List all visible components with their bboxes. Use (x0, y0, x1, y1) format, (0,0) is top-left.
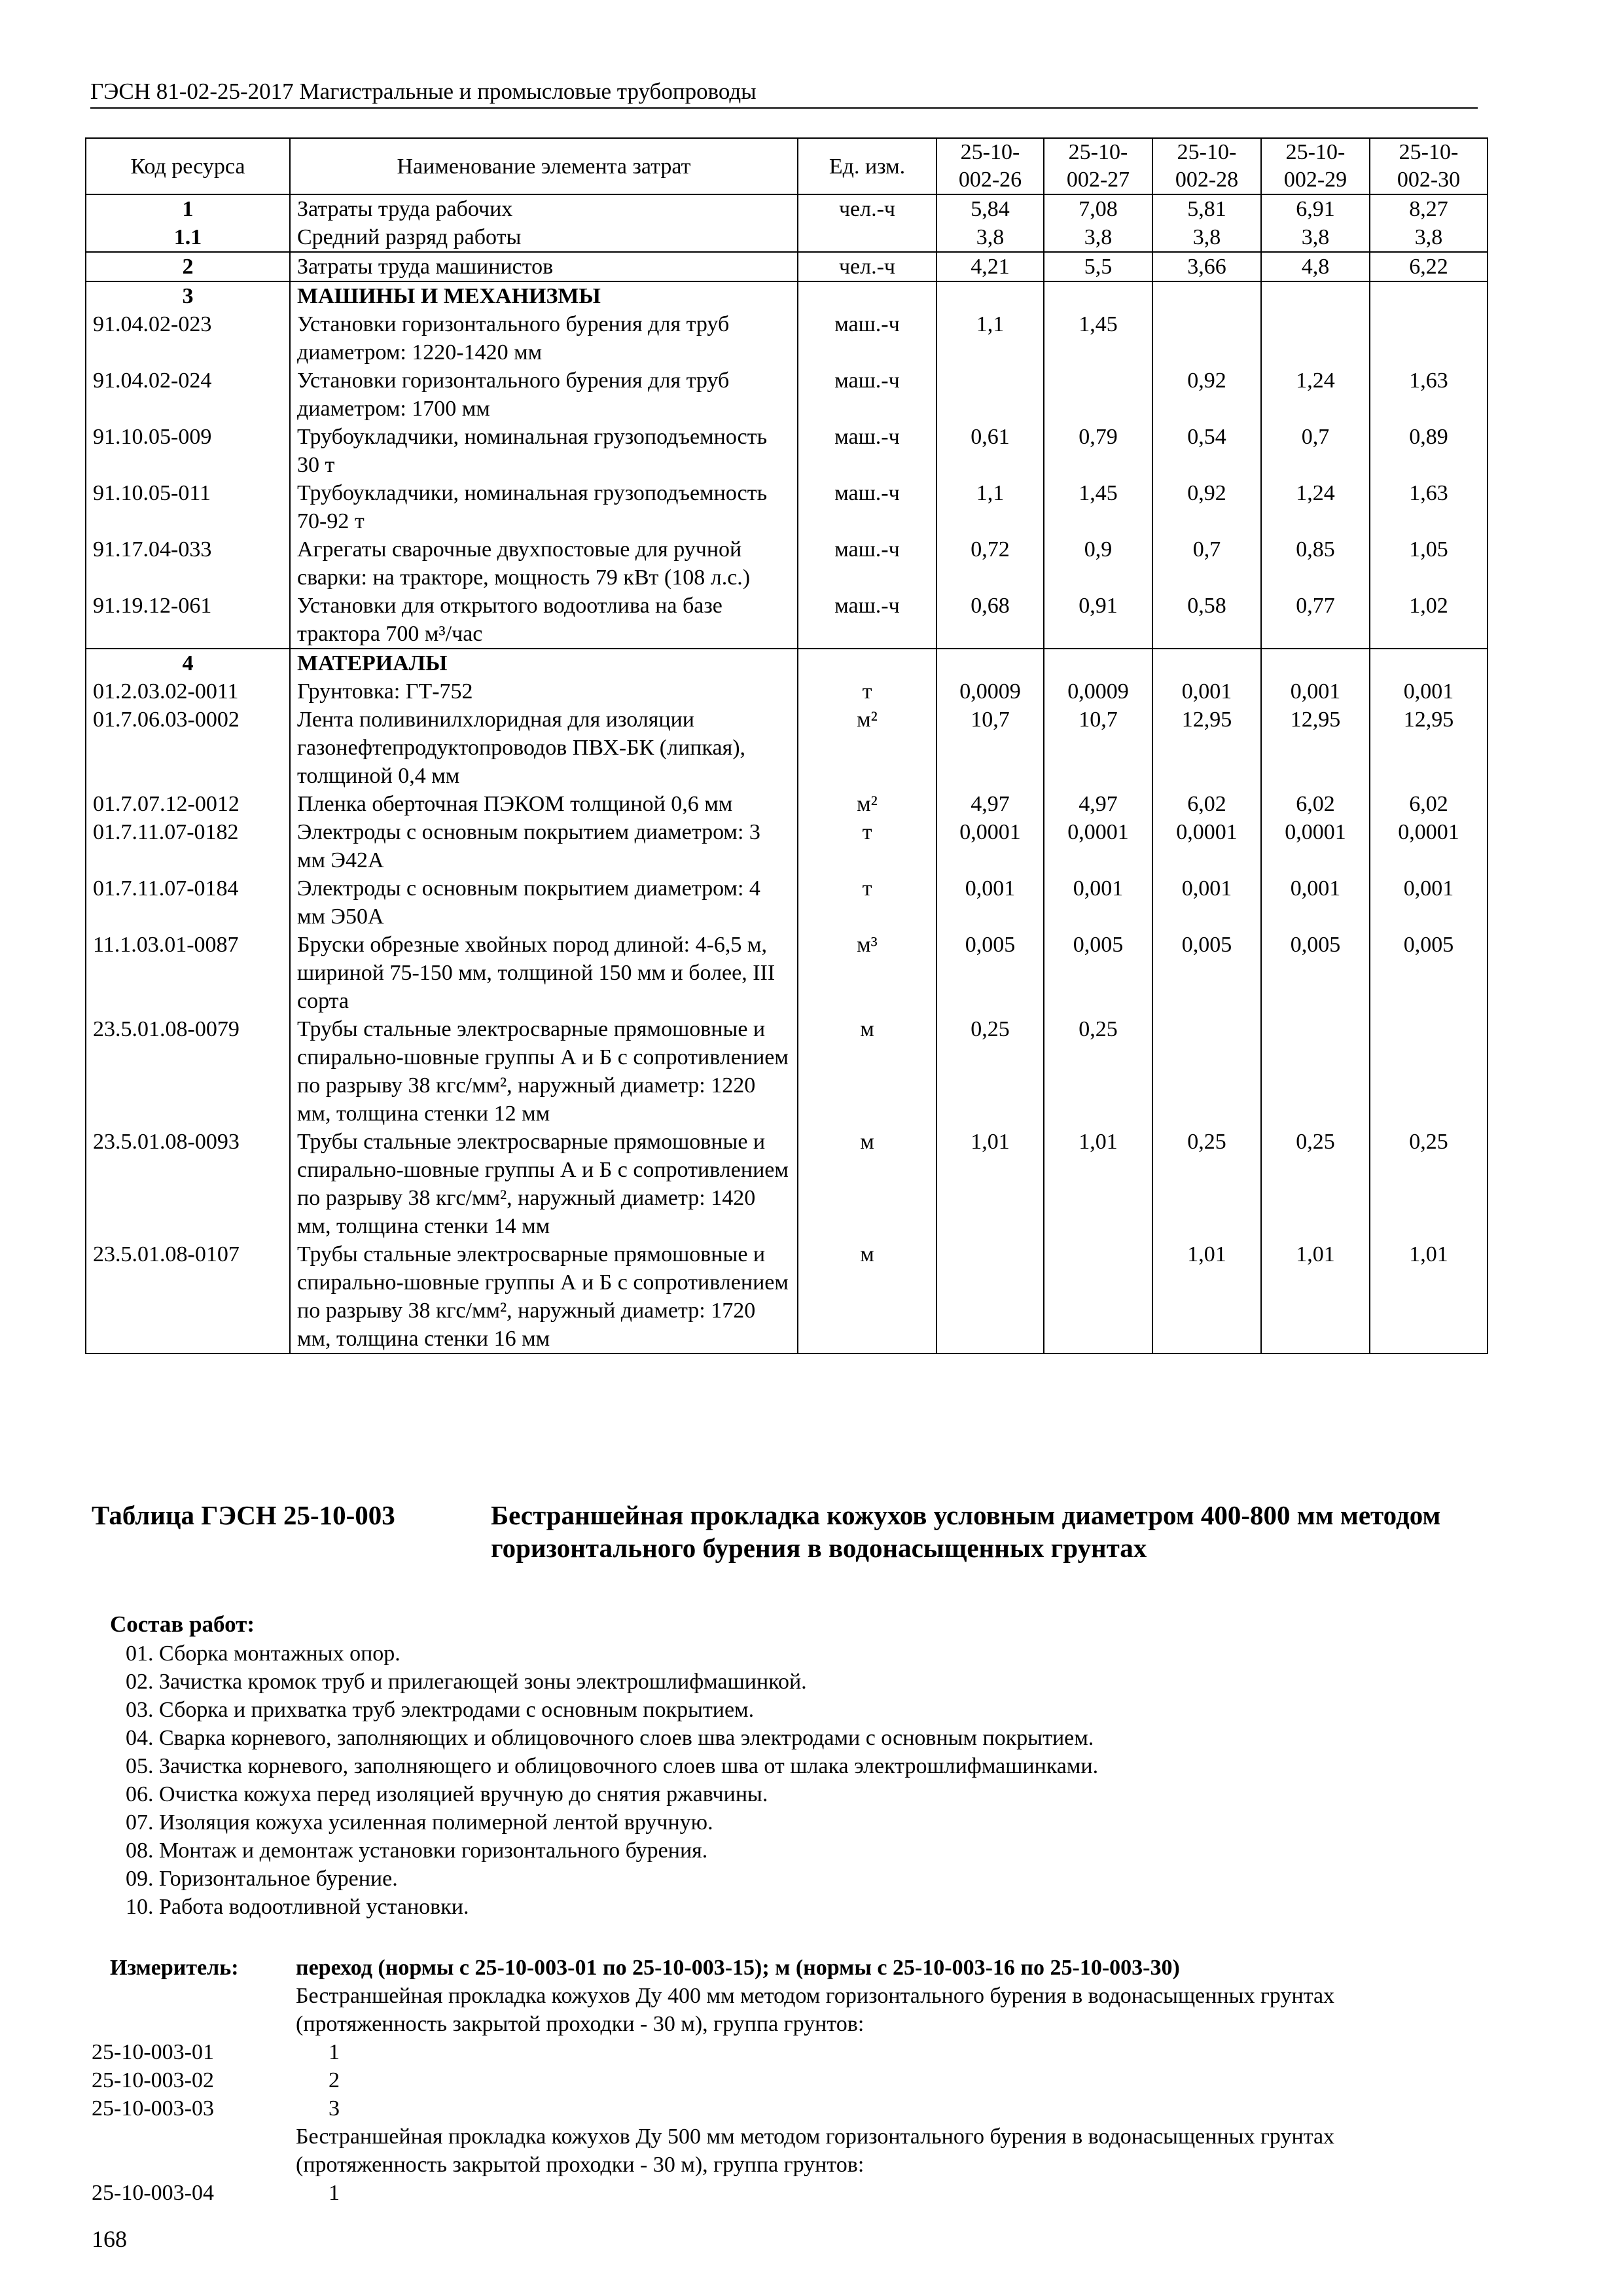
resource-name: Грунтовка: ГТ-752 (290, 677, 798, 706)
norm-value (1261, 649, 1370, 677)
norm-value: 0,25 (1152, 1128, 1261, 1240)
resource-code: 23.5.01.08-0093 (86, 1128, 290, 1240)
resource-name: МАШИНЫ И МЕХАНИЗМЫ (290, 281, 798, 310)
norm-value: 10,7 (1044, 706, 1152, 790)
norm-code: 25-10-003-02 (92, 2068, 214, 2092)
resource-name: Трубы стальные электросварные прямошовные и спирально-шовные группы А и Б с сопротивлением по разрыву 38 кгс/мм², наружный диаметр: 1720 мм, толщина стенки 16 мм (290, 1240, 798, 1354)
table-row (86, 281, 1488, 310)
resource-name: Установки для открытого водоотлива на базе трактора 700 м³/час (290, 592, 798, 649)
resource-unit: т (798, 818, 936, 874)
norm-value: 6,02 (1261, 790, 1370, 818)
resource-name: Средний разряд работы (290, 223, 798, 252)
norm-value: 0,001 (1261, 874, 1370, 931)
norm-value: 1,01 (936, 1128, 1044, 1240)
norm-value: 1,63 (1370, 367, 1488, 423)
resource-name: Трубоукладчики, номинальная грузоподъемность 70-92 т (290, 479, 798, 535)
norm-value: 0,001 (1370, 874, 1488, 931)
norm-value: 4,21 (936, 252, 1044, 281)
norm-value: 1,24 (1261, 479, 1370, 535)
resource-code: 91.19.12-061 (86, 592, 290, 649)
table-row (86, 479, 1488, 535)
norm-value: 5,5 (1044, 252, 1152, 281)
norm-value: 0,25 (936, 1015, 1044, 1128)
norm-code: 25-10-003-04 (92, 2181, 214, 2205)
norm-value (1261, 281, 1370, 310)
table-row (86, 706, 1488, 790)
norm-value: 1,63 (1370, 479, 1488, 535)
resource-unit: маш.-ч (798, 423, 936, 479)
resource-name: Лента поливинилхлоридная для изоляции газонефтепродуктопроводов ПВХ-БК (липкая), толщиной 0,4 мм (290, 706, 798, 790)
norm-group-desc: Бестраншейная прокладка кожухов Ду 500 мм методом горизонтального бурения в водонасыщенных грунтах (296, 2125, 1335, 2149)
resource-code: 01.7.06.03-0002 (86, 706, 290, 790)
resource-name: Затраты труда машинистов (290, 252, 798, 281)
norm-value: 3,8 (1261, 223, 1370, 252)
resource-name: Установки горизонтального бурения для труб диаметром: 1220-1420 мм (290, 310, 798, 367)
table-row (86, 252, 1488, 281)
table-number: Таблица ГЭСН 25-10-003 (92, 1500, 395, 1530)
work-item: 03. Сборка и прихватка труб электродами с основным покрытием. (126, 1698, 755, 1722)
resource-code: 4 (86, 649, 290, 677)
norm-value: 12,95 (1261, 706, 1370, 790)
norm-value: 0,0009 (1044, 677, 1152, 706)
resource-name: Агрегаты сварочные двухпостовые для ручной сварки: на тракторе, мощность 79 кВт (108 л.с.) (290, 535, 798, 592)
col-header-unit: Ед. изм. (798, 138, 936, 194)
resource-unit: чел.-ч (798, 252, 936, 281)
resource-name: Пленка оберточная ПЭКОМ толщиной 0,6 мм (290, 790, 798, 818)
norm-value: 0,0001 (1152, 818, 1261, 874)
work-item: 05. Зачистка корневого, заполняющего и облицовочного слоев шва от шлака электрошлифмашинками. (126, 1754, 1099, 1778)
resource-name: Бруски обрезные хвойных пород длиной: 4-6,5 м, шириной 75-150 мм, толщиной 150 мм и более, III сорта (290, 931, 798, 1015)
norm-value: 1,01 (1044, 1128, 1152, 1240)
norm-group-desc: (протяженность закрытой проходки - 30 м), группа грунтов: (296, 2012, 865, 2036)
work-item: 08. Монтаж и демонтаж установки горизонтального бурения. (126, 1839, 708, 1863)
work-item: 01. Сборка монтажных опор. (126, 1641, 401, 1666)
resource-name: Трубы стальные электросварные прямошовные и спирально-шовные группы А и Б с сопротивлением по разрыву 38 кгс/мм², наружный диаметр: 1420 мм, толщина стенки 14 мм (290, 1128, 798, 1240)
norm-value: 3,8 (1044, 223, 1152, 252)
norm-value: 0,79 (1044, 423, 1152, 479)
table-row (86, 874, 1488, 931)
composition-list (126, 1640, 1098, 1921)
table-title: Бестраншейная прокладка кожухов условным диаметром 400-800 мм методом горизонтального бурения в водонасыщенных грунтах (491, 1500, 1441, 1563)
table-row (86, 677, 1488, 706)
resource-name: МАТЕРИАЛЫ (290, 649, 798, 677)
resource-code: 91.04.02-024 (86, 367, 290, 423)
table-row (86, 1128, 1488, 1240)
norm-code-row (92, 2066, 1492, 2094)
norm-value: 0,005 (1152, 931, 1261, 1015)
norm-value: 3,66 (1152, 252, 1261, 281)
resource-unit: м (798, 1015, 936, 1128)
resource-unit (798, 223, 936, 252)
col-header-norm: 25-10- 002-29 (1261, 138, 1370, 194)
norm-value (1044, 649, 1152, 677)
norm-value: 12,95 (1370, 706, 1488, 790)
norm-value: 0,001 (1152, 677, 1261, 706)
resource-code: 91.10.05-009 (86, 423, 290, 479)
norm-value: 0,85 (1261, 535, 1370, 592)
resource-code: 2 (86, 252, 290, 281)
resource-name: Трубоукладчики, номинальная грузоподъемность 30 т (290, 423, 798, 479)
resource-unit (798, 649, 936, 677)
resource-unit: м² (798, 790, 936, 818)
norm-value: 0,001 (1044, 874, 1152, 931)
norm-value: 1,45 (1044, 479, 1152, 535)
norm-value: 0,25 (1370, 1128, 1488, 1240)
table-row (86, 818, 1488, 874)
resource-code: 01.7.11.07-0182 (86, 818, 290, 874)
resource-name: Электроды с основным покрытием диаметром: 4 мм Э50А (290, 874, 798, 931)
table-row (86, 194, 1488, 223)
norm-value: 0,61 (936, 423, 1044, 479)
norm-value: 0,9 (1044, 535, 1152, 592)
norm-value (1152, 649, 1261, 677)
norm-value: 0,72 (936, 535, 1044, 592)
resource-name: Электроды с основным покрытием диаметром: 3 мм Э42А (290, 818, 798, 874)
norm-value: 1,01 (1261, 1240, 1370, 1354)
norm-value: 6,02 (1370, 790, 1488, 818)
norm-value: 0,005 (1261, 931, 1370, 1015)
table-row (86, 223, 1488, 252)
norm-value: 3,8 (936, 223, 1044, 252)
resource-code: 11.1.03.01-0087 (86, 931, 290, 1015)
norm-value (936, 1240, 1044, 1354)
page-number: 168 (92, 2226, 127, 2252)
norm-value: 0,0001 (1261, 818, 1370, 874)
resource-code: 91.04.02-023 (86, 310, 290, 367)
norm-value (1152, 310, 1261, 367)
norm-value: 0,0009 (936, 677, 1044, 706)
norm-value: 1,45 (1044, 310, 1152, 367)
table-row (86, 1240, 1488, 1354)
resource-unit: т (798, 874, 936, 931)
norm-value: 0,58 (1152, 592, 1261, 649)
norm-value: 4,97 (936, 790, 1044, 818)
table-header-row (86, 138, 1488, 194)
norm-value: 0,005 (1044, 931, 1152, 1015)
col-header-code: Код ресурса (86, 138, 290, 194)
norm-value: 1,05 (1370, 535, 1488, 592)
norm-value: 4,97 (1044, 790, 1152, 818)
table-row (86, 931, 1488, 1015)
norm-value: 0,77 (1261, 592, 1370, 649)
resource-unit: м (798, 1240, 936, 1354)
col-header-norm: 25-10- 002-26 (936, 138, 1044, 194)
resource-unit: маш.-ч (798, 479, 936, 535)
norm-value: 0,91 (1044, 592, 1152, 649)
norm-value: 6,91 (1261, 194, 1370, 223)
norm-value: 0,001 (1370, 677, 1488, 706)
table-row (86, 310, 1488, 367)
soil-group-number: 1 (329, 2040, 340, 2064)
resource-code: 01.7.07.12-0012 (86, 790, 290, 818)
resource-unit: т (798, 677, 936, 706)
col-header-norm: 25-10- 002-28 (1152, 138, 1261, 194)
norm-value (1370, 1015, 1488, 1128)
measure-label: Измеритель: (110, 1956, 239, 1980)
work-item: 04. Сварка корневого, заполняющих и облицовочного слоев шва электродами с основным покрытием. (126, 1726, 1094, 1750)
work-item: 02. Зачистка кромок труб и прилегающей зоны электрошлифмашинкой. (126, 1670, 807, 1694)
norm-value: 1,1 (936, 310, 1044, 367)
norm-value (1152, 281, 1261, 310)
table-row (86, 535, 1488, 592)
norm-value: 0,89 (1370, 423, 1488, 479)
resource-unit: м³ (798, 931, 936, 1015)
norm-value: 1,01 (1152, 1240, 1261, 1354)
norm-code: 25-10-003-03 (92, 2096, 214, 2121)
norm-value: 0,0001 (936, 818, 1044, 874)
norm-value: 0,001 (936, 874, 1044, 931)
norm-value: 0,25 (1261, 1128, 1370, 1240)
norm-value: 0,92 (1152, 479, 1261, 535)
norm-value: 0,92 (1152, 367, 1261, 423)
norm-value: 0,0001 (1044, 818, 1152, 874)
norm-group-desc: (протяженность закрытой проходки - 30 м), группа грунтов: (296, 2153, 865, 2177)
work-item: 07. Изоляция кожуха усиленная полимерной лентой вручную. (126, 1810, 713, 1835)
resource-code: 91.17.04-033 (86, 535, 290, 592)
resource-name: Трубы стальные электросварные прямошовные и спирально-шовные группы А и Б с сопротивлением по разрыву 38 кгс/мм², наружный диаметр: 1220 мм, толщина стенки 12 мм (290, 1015, 798, 1128)
norm-value: 4,8 (1261, 252, 1370, 281)
norm-value: 8,27 (1370, 194, 1488, 223)
table-row (86, 1015, 1488, 1128)
norm-group-desc: Бестраншейная прокладка кожухов Ду 400 мм методом горизонтального бурения в водонасыщенных грунтах (296, 1984, 1335, 2008)
norm-value: 3,8 (1370, 223, 1488, 252)
measure-value: переход (нормы с 25-10-003-01 по 25-10-003-15); м (нормы с 25-10-003-16 по 25-10-003-30) (296, 1956, 1180, 1980)
norm-value: 0,0001 (1370, 818, 1488, 874)
norm-value: 0,68 (936, 592, 1044, 649)
norm-value: 1,02 (1370, 592, 1488, 649)
table-row (86, 592, 1488, 649)
resource-unit: маш.-ч (798, 535, 936, 592)
page-header: ГЭСН 81-02-25-2017 Магистральные и промысловые трубопроводы (90, 77, 1478, 109)
norm-value: 5,84 (936, 194, 1044, 223)
soil-group-number: 1 (329, 2181, 340, 2205)
resource-code: 23.5.01.08-0107 (86, 1240, 290, 1354)
norm-value: 0,005 (936, 931, 1044, 1015)
resource-name: Затраты труда рабочих (290, 194, 798, 223)
work-item: 10. Работа водоотливной установки. (126, 1895, 469, 1919)
norm-value: 6,22 (1370, 252, 1488, 281)
norm-value (936, 367, 1044, 423)
norm-value (1261, 310, 1370, 367)
resource-unit: маш.-ч (798, 367, 936, 423)
norm-value: 0,54 (1152, 423, 1261, 479)
resource-unit: м (798, 1128, 936, 1240)
norm-value: 12,95 (1152, 706, 1261, 790)
table-row (86, 423, 1488, 479)
norm-value (1044, 1240, 1152, 1354)
norm-value (1370, 649, 1488, 677)
norm-code: 25-10-003-01 (92, 2040, 214, 2064)
norm-value: 6,02 (1152, 790, 1261, 818)
norm-value: 3,8 (1152, 223, 1261, 252)
resource-code: 1 (86, 194, 290, 223)
resource-unit: м² (798, 706, 936, 790)
norm-value: 10,7 (936, 706, 1044, 790)
table-row (86, 649, 1488, 677)
norm-value: 1,01 (1370, 1240, 1488, 1354)
resource-unit: маш.-ч (798, 592, 936, 649)
col-header-norm: 25-10- 002-27 (1044, 138, 1152, 194)
resource-code: 23.5.01.08-0079 (86, 1015, 290, 1128)
norm-value: 0,005 (1370, 931, 1488, 1015)
resource-code: 3 (86, 281, 290, 310)
norm-code-row (92, 2094, 1492, 2123)
measure-block (92, 1954, 1492, 2207)
soil-group-number: 2 (329, 2068, 340, 2092)
norm-value (1370, 310, 1488, 367)
norm-value (1370, 281, 1488, 310)
norm-value: 5,81 (1152, 194, 1261, 223)
table-row (86, 790, 1488, 818)
resource-unit (798, 281, 936, 310)
norm-code-row (92, 2038, 1492, 2066)
work-item: 09. Горизонтальное бурение. (126, 1867, 398, 1891)
work-item: 06. Очистка кожуха перед изоляцией вручную до снятия ржавчины. (126, 1782, 768, 1806)
norm-value: 1,1 (936, 479, 1044, 535)
norm-value: 0,7 (1152, 535, 1261, 592)
norm-value: 0,7 (1261, 423, 1370, 479)
norm-value: 0,001 (1261, 677, 1370, 706)
resource-name: Установки горизонтального бурения для труб диаметром: 1700 мм (290, 367, 798, 423)
norm-value (1044, 367, 1152, 423)
norm-value (936, 281, 1044, 310)
soil-group-number: 3 (329, 2096, 340, 2121)
norm-code-row (92, 2179, 1492, 2207)
col-header-name: Наименование элемента затрат (290, 138, 798, 194)
norm-value (1261, 1015, 1370, 1128)
resource-unit: маш.-ч (798, 310, 936, 367)
table-row (86, 367, 1488, 423)
norm-value: 1,24 (1261, 367, 1370, 423)
norm-value: 0,25 (1044, 1015, 1152, 1128)
composition-title: Состав работ: (110, 1611, 255, 1637)
resource-table (85, 137, 1488, 1354)
norm-value: 7,08 (1044, 194, 1152, 223)
norm-value (1044, 281, 1152, 310)
resource-unit: чел.-ч (798, 194, 936, 223)
resource-code: 91.10.05-011 (86, 479, 290, 535)
norm-value (936, 649, 1044, 677)
resource-code: 01.7.11.07-0184 (86, 874, 290, 931)
col-header-norm: 25-10- 002-30 (1370, 138, 1488, 194)
norm-value: 0,001 (1152, 874, 1261, 931)
norm-value (1152, 1015, 1261, 1128)
resource-code: 01.2.03.02-0011 (86, 677, 290, 706)
resource-code: 1.1 (86, 223, 290, 252)
